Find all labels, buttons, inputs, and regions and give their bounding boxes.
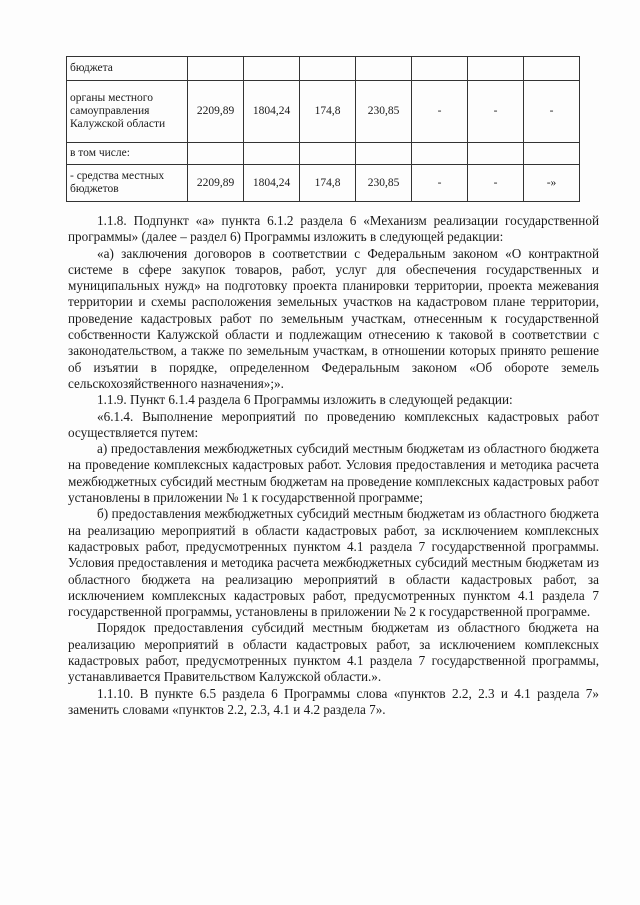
table-cell: - xyxy=(468,165,524,202)
paragraph-item-b: б) предоставления межбюджетных субсидий местным бюджетам из областного бюджета на реализацию мероприятий в области кадастровых работ, за исключением комплексных кадастровых работ, предусмотренных пунктом 4.1 раздела 7 государственной программы. Условия предоставления и методика расчета межбюджетных субсидий местным бюджетам из областного бюджета на реализацию мероприятий в области кадастровых работ, за исключением комплексных кадастровых работ, предусмотренных пунктом 4.1 раздела 7 государственной программы, установлены в приложении № 2 к государственной программе. xyxy=(68,506,599,620)
table-cell xyxy=(244,143,300,165)
table-cell xyxy=(468,57,524,81)
table-cell xyxy=(412,143,468,165)
table-cell xyxy=(468,143,524,165)
table-cell xyxy=(524,57,580,81)
row-label: бюджета xyxy=(67,57,188,81)
table-cell: 2209,89 xyxy=(188,81,244,143)
table-cell xyxy=(300,143,356,165)
table-cell: - xyxy=(412,81,468,143)
table-cell: - xyxy=(412,165,468,202)
table-cell xyxy=(524,143,580,165)
table-row xyxy=(67,165,580,202)
table-row xyxy=(67,81,580,143)
table-cell xyxy=(188,57,244,81)
row-label: в том числе: xyxy=(67,143,188,165)
table-cell xyxy=(244,57,300,81)
paragraph-6-1-4: «6.1.4. Выполнение мероприятий по проведению комплексных кадастровых работ осуществляется путем: xyxy=(68,408,599,440)
table-cell xyxy=(356,143,412,165)
table-cell: - xyxy=(524,81,580,143)
table-cell xyxy=(412,57,468,81)
table-cell: 230,85 xyxy=(356,81,412,143)
paragraph-item-a: а) предоставления межбюджетных субсидий местным бюджетам из областного бюджета на проведение комплексных кадастровых работ. Условия предоставления и методика расчета межбюджетных субсидий местным бюджетам на проведение комплексных кадастровых работ установлены в приложении № 1 к государственной программе; xyxy=(68,441,599,506)
table-cell: 1804,24 xyxy=(244,81,300,143)
table-cell: 230,85 xyxy=(356,165,412,202)
table-cell: 174,8 xyxy=(300,165,356,202)
table-cell xyxy=(300,57,356,81)
table-cell xyxy=(356,57,412,81)
paragraph-procedure: Порядок предоставления субсидий местным бюджетам из областного бюджета на реализацию мероприятий в области кадастровых работ, за исключением комплексных кадастровых работ, предусмотренных пунктом 4.1 раздела 7 государственной программы, устанавливается Правительством Калужской области.». xyxy=(68,620,599,685)
table-cell: 174,8 xyxy=(300,81,356,143)
row-label: - средства местных бюджетов xyxy=(67,165,188,202)
paragraph-1-1-9: 1.1.9. Пункт 6.1.4 раздела 6 Программы изложить в следующей редакции: xyxy=(97,392,513,408)
table-cell: 2209,89 xyxy=(188,165,244,202)
row-label: органы местного самоуправления Калужской области xyxy=(67,81,188,143)
paragraph-quote-a: «а) заключения договоров в соответствии с Федеральным законом «О контрактной системе в сфере закупок товаров, работ, услуг для обеспечения государственных и муниципальных нужд» на подготовку проекта планировки территории, проекта межевания территории и схемы расположения земельных участков на кадастровом плане территории, проведение кадастровых работ по земельным участкам, отнесенным к государственной собственности Калужской области и подлежащим отнесению к таковой в соответствии с законодательством, а также по земельным участкам, в отношении которых принято решение об изъятии в порядке, определенном Федеральным законом «Об обороте земель сельскохозяйственного назначения»;». xyxy=(68,245,599,391)
table-row xyxy=(67,57,580,81)
table-row xyxy=(67,143,580,165)
table-cell: 1804,24 xyxy=(244,165,300,202)
document-body xyxy=(68,213,599,718)
paragraph-1-1-8: 1.1.8. Подпункт «а» пункта 6.1.2 раздела 6 «Механизм реализации государственной программы» (далее – раздел 6) Программы изложить в следующей редакции: xyxy=(68,213,599,245)
table-cell: - xyxy=(468,81,524,143)
paragraph-1-1-10: 1.1.10. В пункте 6.5 раздела 6 Программы слова «пунктов 2.2, 2.3 и 4.1 раздела 7» заменить словами «пунктов 2.2, 2.3, 4.1 и 4.2 раздела 7». xyxy=(68,685,599,717)
table-cell: -» xyxy=(524,165,580,202)
budget-table xyxy=(66,56,580,202)
table-cell xyxy=(188,143,244,165)
